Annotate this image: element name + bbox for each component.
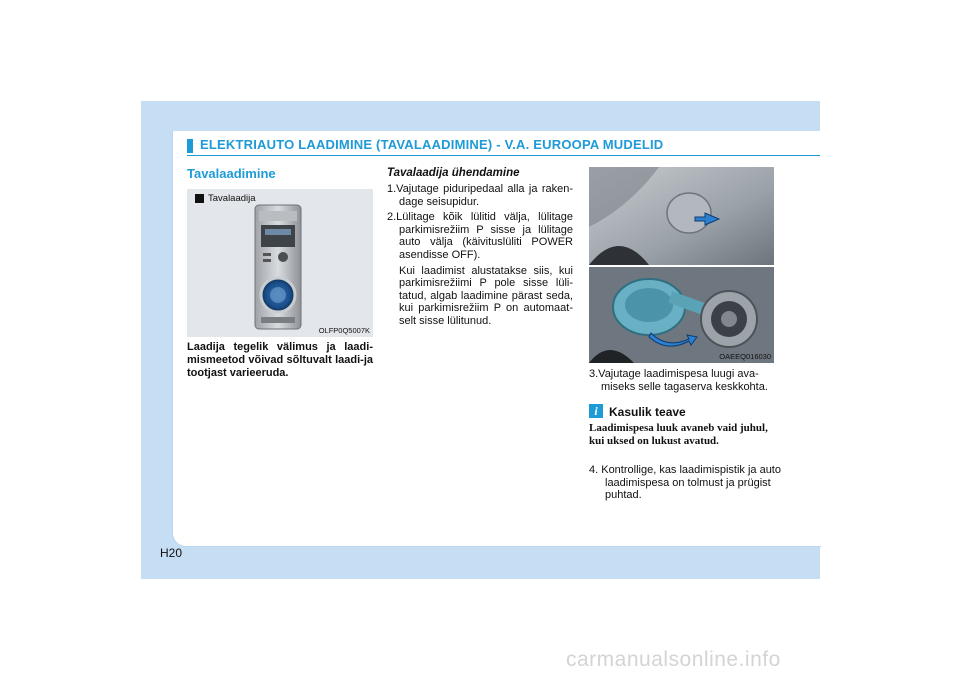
subsection-title: Tavalaadija ühendamine bbox=[387, 167, 520, 179]
info-title: Kasulik teave bbox=[609, 405, 686, 419]
section-header-title: ELEKTRIAUTO LAADIMINE (TAVALAADIMINE) - V.A. EUROOPA MUDELID bbox=[200, 137, 664, 152]
page-number: H20 bbox=[160, 546, 183, 560]
charger-illustration bbox=[187, 189, 373, 337]
info-icon: i bbox=[589, 404, 603, 418]
charger-note: Laadija tegelik välimus ja laadi-mismeetod võivad sõltuvalt laadi-ja tootjast varieeruda. bbox=[187, 341, 373, 379]
info-text: Laadimispesa luuk avaneb vaid juhul, kui uksed on lukust avatud. bbox=[589, 422, 768, 447]
step-2: 2.Lülitage kõik lülitid välja, lülitage parkimisrežiim P sisse ja lülitage auto välja (käivituslüliti POWER asendisse OFF). bbox=[387, 211, 573, 261]
section-title: Tavalaadimine bbox=[187, 166, 276, 181]
step-1: 1.Vajutage piduripedaal alla ja raken-dage seisupidur. bbox=[387, 183, 573, 208]
instruction-list bbox=[387, 183, 573, 331]
step-4: 4. Kontrollige, kas laadimispistik ja auto laadimispesa on tolmust ja prügist puhtad. bbox=[589, 464, 781, 502]
watermark: carmanualsonline.info bbox=[566, 648, 781, 671]
header-rule bbox=[187, 155, 820, 156]
photo-figure-code: OAEEQ016030 bbox=[719, 352, 771, 361]
header-accent-bar bbox=[187, 139, 193, 153]
step-2-note: Kui laadimist alustatakse siis, kui parkimisrežiimi P pole sisse lüli-tatud, algab laadimine pärast seda, kui parkimisrežiim P on automaat-selt sisse lülitunud. bbox=[399, 264, 573, 327]
car-body-illustration bbox=[589, 167, 774, 265]
charger-figure bbox=[187, 189, 373, 337]
figure-code: OLFP0Q5007K bbox=[318, 326, 370, 335]
figure-label-text: Tavalaadija bbox=[208, 193, 256, 204]
step-3: 3.Vajutage laadimispesa luugi ava-miseks selle tagaserva keskkohta. bbox=[589, 368, 768, 393]
charge-door-closed-photo bbox=[589, 167, 774, 265]
charge-port-illustration bbox=[589, 267, 774, 363]
charge-door-open-photo bbox=[589, 267, 774, 363]
